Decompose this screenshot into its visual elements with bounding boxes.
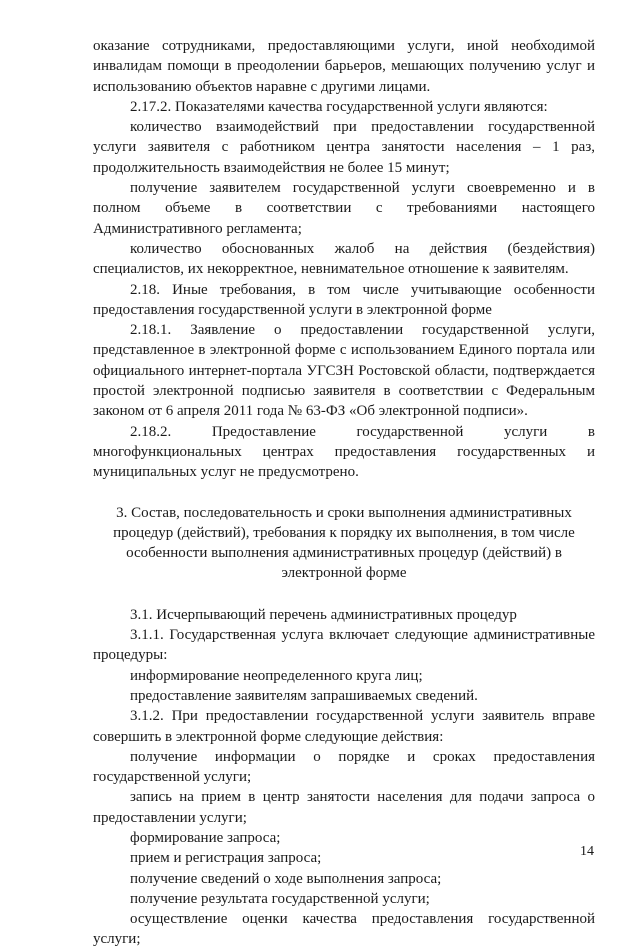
paragraph-2-18: 2.18. Иные требования, в том числе учитывающие особенности предоставления государственной услуги в электронной форме (93, 281, 595, 318)
paragraph-2-18-2: 2.18.2. Предоставление государственной услуги в многофункциональных центрах предоставления государственных и муниципальных услуг не предусмотрено. (93, 423, 595, 481)
list-item: формирование запроса; (130, 829, 281, 846)
list-item: предоставление заявителям запрашиваемых сведений. (130, 687, 478, 704)
paragraph-interaction-count: количество взаимодействий при предоставлении государственной услуги заявителя с работником центра занятости населения – 1 раз, продолжительность взаимодействия не более 15 минут; (93, 119, 595, 176)
paragraph-continuation: оказание сотрудниками, предоставляющими услуги, иной необходимой инвалидам помощи в преодолении барьеров, мешающих получению услуг и использованию объектов наравне с другими лицами. (93, 38, 595, 95)
list-item: получение результата государственной услуги; (130, 890, 430, 907)
paragraph-2-18-1: 2.18.1. Заявление о предоставлении государственной услуги, представленное в электронной форме с использованием Единого портала или официального интернет-портала УГСЗН Ростовской области, подтверждается простой электронной подписью заявителя в соответствии с Федеральным законом от 6 апреля 2011 года № 63-ФЗ «Об электронной подписи». (93, 322, 595, 420)
paragraph-2-17-2: 2.17.2. Показателями качества государственной услуги являются: (130, 98, 548, 115)
paragraph-3-1-2: 3.1.2. При предоставлении государственной услуги заявитель вправе совершить в электронной форме следующие действия: (93, 708, 595, 745)
section-heading: 3. Состав, последовательность и сроки выполнения административных процедур (действий), требования к порядку их выполнения, в том числе особенности выполнения административных процедур (действий) в электронной форме (113, 504, 575, 582)
list-item: информирование неопределенного круга лиц; (130, 667, 423, 684)
list-item: получение сведений о ходе выполнения запроса; (130, 870, 442, 887)
paragraph-3-1-1: 3.1.1. Государственная услуга включает следующие административные процедуры: (93, 627, 595, 664)
page-number: 14 (580, 844, 594, 859)
paragraph-timely-service: получение заявителем государственной услуги своевременно и в полном объеме в соответствии с требованиями настоящего Административного регламента; (93, 180, 595, 237)
paragraph-complaints: количество обоснованных жалоб на действия (бездействия) специалистов, их некорректное, невнимательное отношение к заявителям. (93, 240, 595, 278)
list-item: запись на прием в центр занятости населения для подачи запроса о предоставлении услуги; (93, 789, 595, 826)
list-item: осуществление оценки качества предоставления государственной услуги; (93, 911, 595, 948)
document-body (93, 36, 595, 950)
list-item: получение информации о порядке и сроках предоставления государственной услуги; (93, 748, 595, 786)
list-item: прием и регистрация запроса; (130, 850, 322, 867)
paragraph-3-1: 3.1. Исчерпывающий перечень административных процедур (130, 606, 517, 623)
